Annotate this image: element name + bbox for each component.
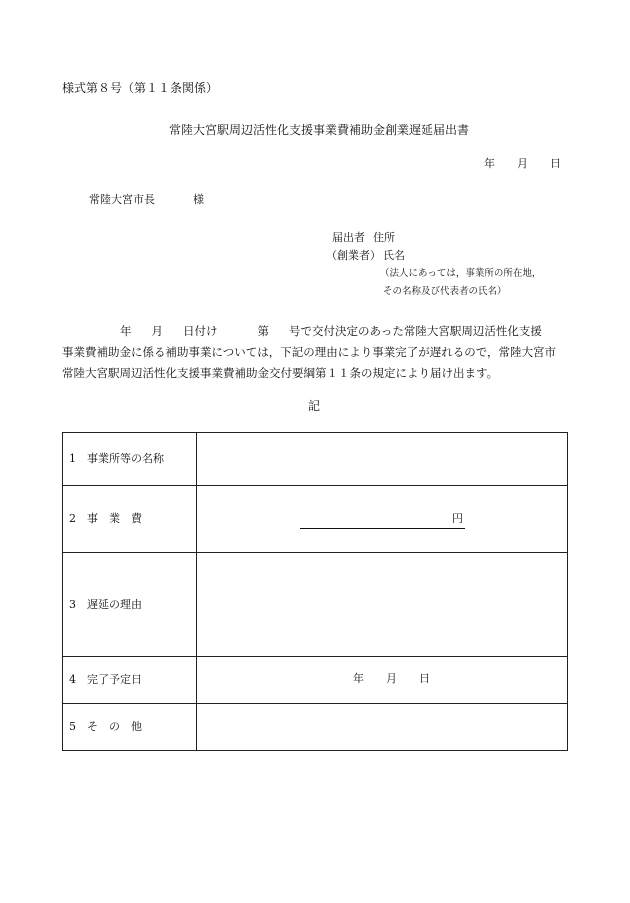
date-month: 月 (517, 157, 528, 170)
body-no: 第 (257, 324, 269, 338)
column-divider (196, 704, 197, 750)
document-title: 常陸大宮駅周辺活性化支援事業費補助金創業遅延届出書 (169, 123, 470, 137)
body-day-dated: 日付け (183, 324, 218, 338)
column-divider (196, 553, 197, 656)
body-line-2: 事業費補助金に係る補助事業については，下記の理由により事業完了が遅れるので，常陸大宮市 (62, 345, 557, 359)
form-number: 様式第８号（第１１条関係） (62, 81, 219, 95)
row-label: 1 事業所等の名称 (69, 452, 164, 465)
addressee-honorific: 様 (193, 193, 204, 206)
row-label: 5 そ の 他 (69, 720, 142, 733)
body-line-1 (62, 321, 542, 342)
table-row-business-name (63, 433, 567, 486)
notifier-note-1: （法人にあっては，事業所の所在地， (380, 268, 542, 279)
completion-month: 月 (386, 672, 397, 685)
notifier-note-2: その名称及び代表者の氏名） (383, 286, 507, 297)
notifier-name (326, 248, 405, 263)
body-month: 月 (151, 324, 163, 338)
table-row-other (63, 704, 567, 750)
table-row-delay-reason (63, 553, 567, 657)
addressee-name: 常陸大宮市長 (89, 193, 155, 206)
addressee (89, 192, 204, 207)
date-year: 年 (484, 157, 495, 170)
yen-unit: 円 (452, 512, 463, 525)
ki-heading: 記 (308, 399, 321, 413)
column-divider (196, 486, 197, 552)
body-line1-rest: 号で交付決定のあった常陸大宮駅周辺活性化支援 (289, 324, 542, 338)
completion-day: 日 (419, 672, 430, 685)
row-label: 2 事 業 費 (69, 512, 142, 525)
notifier-label: 届出者 (332, 231, 365, 244)
notifier-address (332, 230, 395, 245)
row-label: 3 遅延の理由 (69, 598, 142, 611)
name-label: 氏名 (383, 249, 405, 262)
completion-year: 年 (353, 672, 364, 685)
body-year: 年 (120, 324, 132, 338)
table-row-completion-date (63, 657, 567, 704)
date-day: 日 (550, 157, 561, 170)
details-table (62, 432, 568, 751)
founder-label: （創業者） (326, 249, 381, 262)
date-line (484, 156, 561, 171)
table-row-project-cost (63, 486, 567, 553)
completion-date (353, 672, 430, 686)
amount-underline (300, 528, 465, 529)
body-line-3: 常陸大宮駅周辺活性化支援事業費補助金交付要綱第１１条の規定により届け出ます。 (62, 366, 499, 380)
address-label: 住所 (373, 231, 395, 244)
column-divider (196, 657, 197, 703)
column-divider (196, 433, 197, 485)
row-label: 4 完了予定日 (69, 673, 142, 686)
